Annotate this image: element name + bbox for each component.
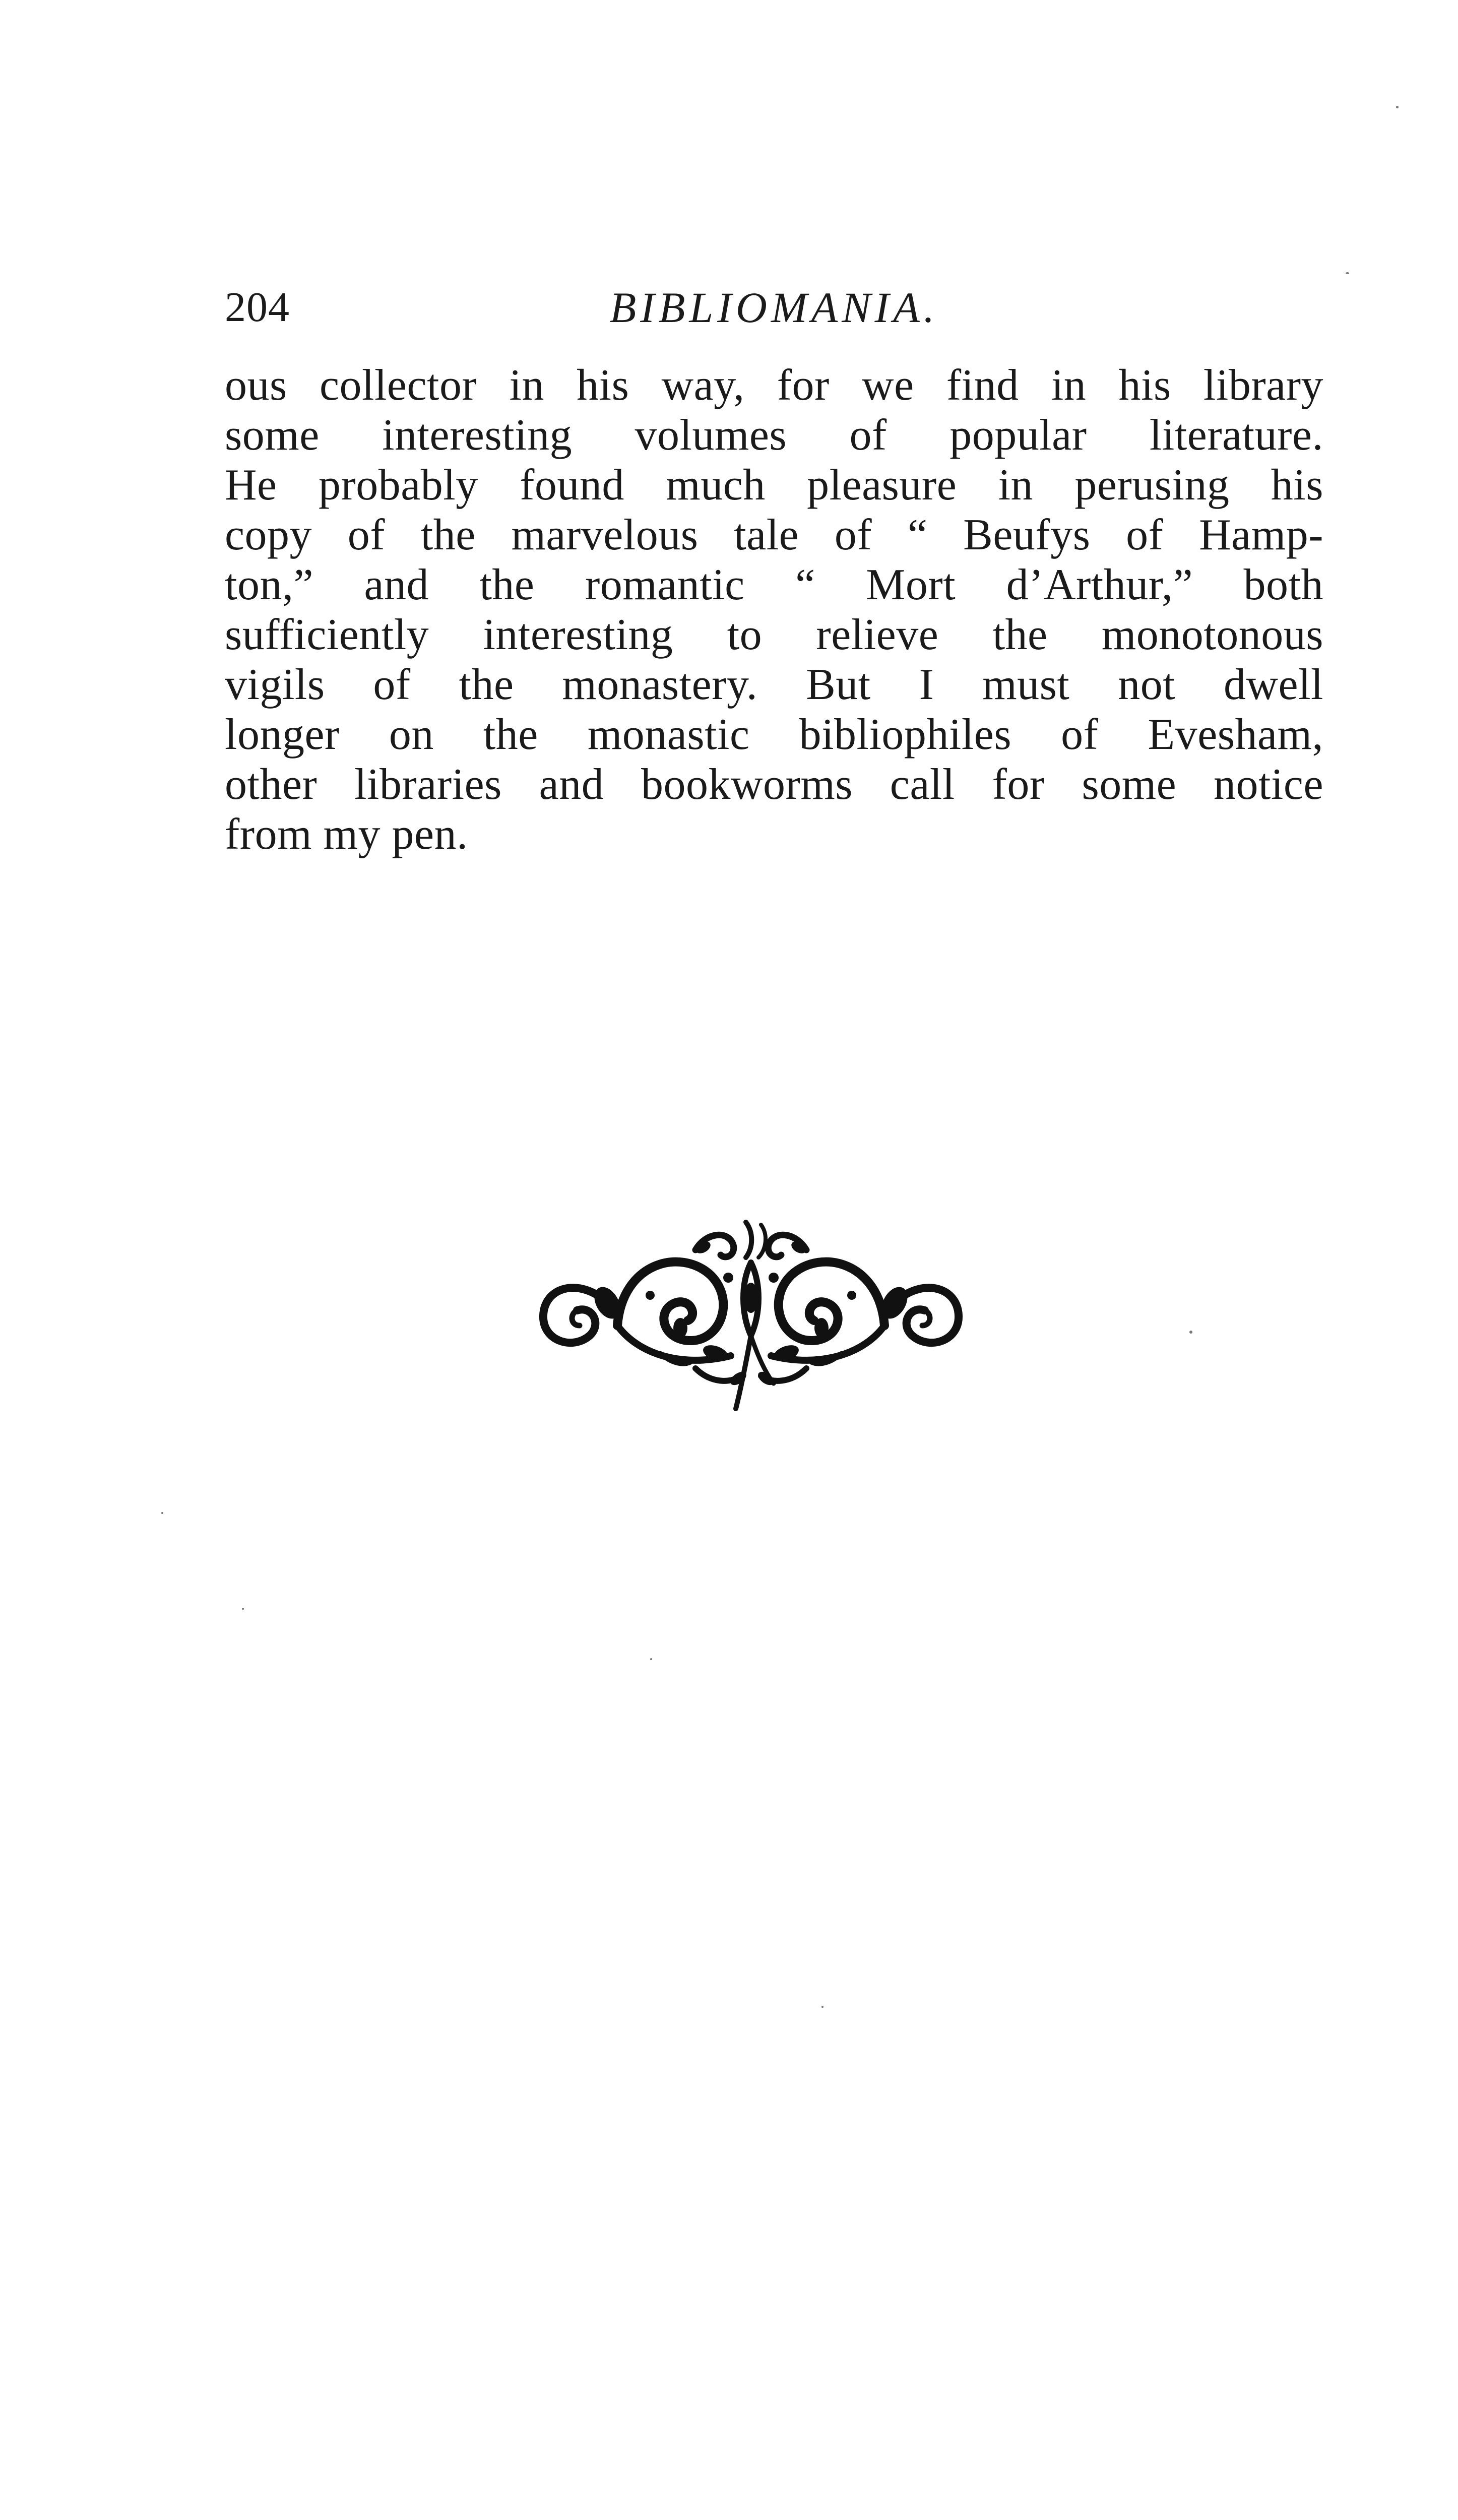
running-title: BIBLIOMANIA. [609,283,939,332]
paper-speck [242,1608,244,1610]
text-line: other libraries and bookworms call for some notice [225,760,1323,809]
paper-speck [1396,106,1399,108]
text-line: vigils of the monastery. But I must not dwell [225,660,1323,709]
paper-speck [1189,1331,1192,1334]
text-line: longer on the monastic bibliophiles of Evesham, [225,710,1323,759]
tailpiece-scroll-ornament-icon [529,1202,973,1414]
text-line: from my pen. [225,810,468,859]
page-number: 204 [225,284,290,331]
paper-speck [1346,272,1349,274]
body-paragraph [225,360,1323,859]
text-line: copy of the marvelous tale of “ Beufys of Hamp- [225,511,1323,559]
paper-speck [161,1512,163,1514]
text-line: ton,” and the romantic “ Mort d’Arthur,” both [225,560,1323,609]
running-head [225,280,1323,335]
paper-speck [650,1658,652,1660]
text-line: ous collector in his way, for we find in his library [225,361,1323,410]
text-line: sufficiently interesting to relieve the monotonous [225,610,1323,659]
text-line: some interesting volumes of popular literature. [225,411,1323,460]
paper-speck [821,2006,823,2008]
text-line: He probably found much pleasure in perusing his [225,461,1323,510]
